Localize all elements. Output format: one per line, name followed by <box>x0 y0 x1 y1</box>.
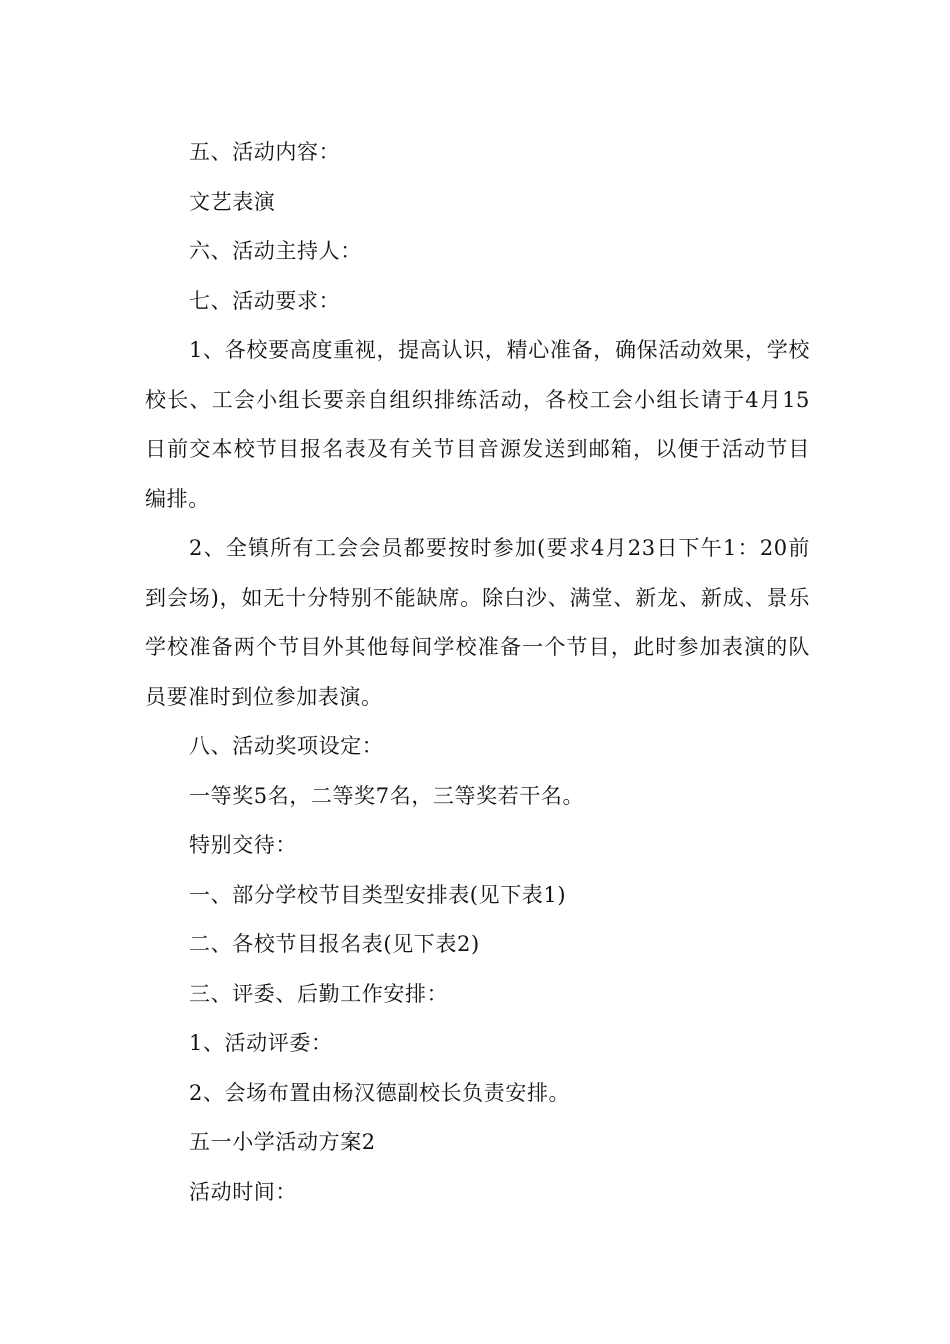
paragraph-requirement-2: 2、全镇所有工会会员都要按时参加(要求4月23日下午1：20前到会场)，如无十分特别不能缺席。除白沙、满堂、新龙、新成、景乐学校准备两个节目外其他每间学校准备一个节目，此时参加表演的队员要准时到位参加表演。 <box>145 536 810 709</box>
paragraph-awards: 一等奖5名，二等奖7名，三等奖若干名。 <box>189 783 585 808</box>
paragraph-requirement-1: 1、各校要高度重视，提高认识，精心准备，确保活动效果，学校校长、工会小组长要亲自组织排练活动，各校工会小组长请于4月15日前交本校节目报名表及有关节目音源发送到邮箱，以便于活动节目编排。 <box>145 338 810 511</box>
document-body <box>145 128 810 1217</box>
paragraph-table-2: 二、各校节目报名表(见下表2) <box>189 932 480 956</box>
paragraph-venue: 2、会场布置由杨汉德副校长负责安排。 <box>189 1080 571 1105</box>
paragraph-judges: 1、活动评委： <box>189 1031 333 1055</box>
section-heading-activity-content: 五、活动内容： <box>189 140 341 164</box>
section-heading-requirements: 七、活动要求： <box>189 288 341 313</box>
paragraph-table-1: 一、部分学校节目类型安排表(见下表1) <box>189 882 567 907</box>
section-heading-awards: 八、活动奖项设定： <box>189 734 384 758</box>
paragraph-special-note: 特别交待： <box>189 833 297 857</box>
paragraph-performance: 文艺表演 <box>189 189 276 214</box>
section-heading-judges-logistics: 三、评委、后勤工作安排： <box>189 981 449 1006</box>
paragraph-activity-time: 活动时间： <box>189 1179 297 1204</box>
section-title-plan-2: 五一小学活动方案2 <box>189 1130 376 1154</box>
section-heading-host: 六、活动主持人： <box>189 239 362 263</box>
